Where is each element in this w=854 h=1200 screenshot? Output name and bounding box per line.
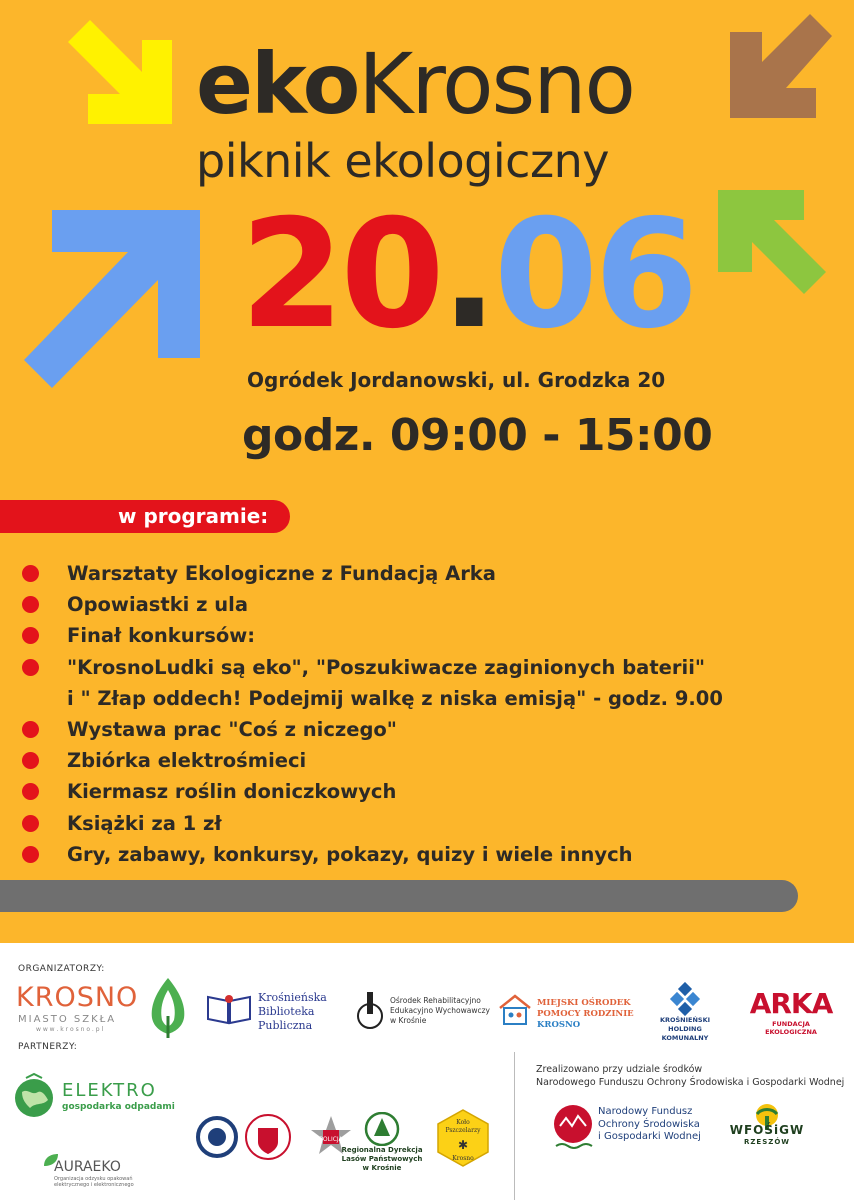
funded-line1: Zrealizowano przy udziale środków [536, 1064, 703, 1075]
program-item-text: Gry, zabawy, konkursy, pokazy, quizy i wiele innych [67, 842, 633, 866]
program-item-text: Finał konkursów: [67, 624, 256, 648]
title-krosno: Krosno [358, 35, 634, 133]
library-line2: Biblioteka [258, 1005, 315, 1018]
bottom-divider-bar [0, 880, 798, 912]
nfos-line3: i Gospodarki Wodnej [598, 1131, 701, 1142]
holding-logo-icon [668, 982, 702, 1016]
wfos-logo [724, 1124, 810, 1146]
event-place: Ogródek Jordanowski, ul. Grodzka 20 [247, 368, 666, 392]
program-item [22, 839, 723, 870]
program-item-text: Książki za 1 zł [67, 811, 222, 835]
program-item [22, 683, 723, 714]
krosno-url: w w w . k r o s n o . p l [36, 1026, 104, 1033]
nfos-name [598, 1106, 701, 1144]
rdlp-line3: w Krośnie [362, 1164, 402, 1172]
holding-line3: KOMUNALNY [661, 1034, 709, 1042]
arka-logo [748, 987, 834, 1036]
auraeko-name: AURAEKO [54, 1159, 121, 1175]
program-item [22, 589, 723, 620]
bullet-icon [22, 815, 39, 832]
program-item-text: Wystawa prac "Coś z niczego" [67, 718, 397, 742]
mopr-line3: KROSNO [537, 1020, 581, 1030]
elektro-tagline: gospodarka odpadami [62, 1102, 175, 1112]
bullet-icon [22, 721, 39, 738]
date-day: 20 [240, 188, 441, 362]
program-item-text: Warsztaty Ekologiczne z Fundacją Arka [67, 562, 496, 585]
bullet-icon [22, 846, 39, 863]
program-item-text: Zbiórka elektrośmieci [67, 749, 307, 773]
funded-note [536, 1063, 844, 1089]
auraeko-tagline2: elektrycznego i elektronicznego [54, 1182, 134, 1188]
mopr-line1: MIEJSKI OŚRODEK [537, 998, 631, 1008]
rdlp-line1: Regionalna Dyrekcja [341, 1146, 423, 1154]
program-label: w programie: [118, 504, 269, 528]
event-hours: godz. 09:00 - 15:00 [242, 410, 713, 461]
bullet-icon [22, 752, 39, 769]
arka-tagline: FUNDACJA EKOLOGICZNA [765, 1020, 817, 1036]
bullet-icon [22, 565, 39, 582]
forest-emblem-icon [362, 1112, 402, 1146]
beekeepers-line2: Krosno [452, 1155, 474, 1162]
nfos-line2: Ochrony Środowiska [598, 1118, 700, 1130]
krosno-logo [16, 984, 146, 1033]
library-name [258, 991, 327, 1033]
library-line1: Krośnieńska [258, 991, 327, 1004]
wfos-name: WFOŚiGW [729, 1123, 805, 1137]
rdlp-name [322, 1146, 442, 1173]
title-eko: eko [196, 35, 359, 133]
program-item [22, 652, 723, 683]
program-item [22, 620, 723, 651]
elektro-globe-icon [12, 1072, 56, 1122]
blue-arrow-icon [18, 206, 214, 412]
green-arrow-icon [710, 186, 840, 310]
rehab-line1: Ośrodek Rehabilitacyjno [390, 996, 481, 1005]
auraeko-logo [54, 1160, 134, 1188]
bullet-icon [22, 659, 39, 676]
program-item [22, 808, 723, 839]
organizers-label: ORGANIZATORZY: [18, 964, 105, 974]
program-item-text: Kiermasz roślin doniczkowych [67, 780, 397, 804]
program-item [22, 714, 723, 745]
program-item [22, 745, 723, 776]
tree-logo-icon [148, 976, 188, 1040]
footer-separator [514, 1052, 515, 1200]
auraeko-tagline1: Organizacja odzysku opakowań [54, 1176, 133, 1182]
date-dot: . [440, 188, 494, 362]
mopr-line2: POMOCY RODZINIE [537, 1009, 634, 1019]
nfos-line1: Narodowy Fundusz [598, 1106, 693, 1117]
yellow-arrow-icon [60, 14, 190, 132]
elektro-logo [62, 1082, 175, 1112]
library-line3: Publiczna [258, 1019, 313, 1032]
fire-brigade-emblem-icon [244, 1110, 292, 1164]
rehab-line2: Edukacyjno Wychowawczy [390, 1006, 490, 1015]
program-item-text: "KrosnoLudki są eko", "Poszukiwacze zaginionych baterii" [67, 655, 706, 679]
rehab-center-name [390, 996, 490, 1026]
program-item-text: i " Złap oddech! Podejmij walkę z niska emisją" - godz. 9.00 [67, 686, 723, 710]
rehab-center-logo-icon [355, 990, 385, 1030]
svg-text:POLICJA: POLICJA [319, 1136, 343, 1143]
program-item [22, 558, 723, 589]
holding-line1: KROŚNIEŃSKI [659, 1016, 711, 1024]
program-list [22, 558, 723, 870]
krosno-name: KROSNO [16, 982, 139, 1013]
krosno-tagline: MIASTO SZKŁA [18, 1014, 117, 1025]
program-item [22, 776, 723, 807]
bullet-icon [22, 783, 39, 800]
holding-name [652, 1016, 718, 1043]
bullet-icon [22, 627, 39, 644]
beekeepers-name [438, 1119, 488, 1163]
funded-line2: Narodowego Funduszu Ochrony Środowiska i Gospodarki Wodnej [536, 1077, 845, 1088]
bullet-icon [22, 596, 39, 613]
wfos-city: RZESZÓW [743, 1138, 791, 1146]
holding-line2: HOLDING [668, 1025, 702, 1033]
bee-icon: ✱ [457, 1138, 469, 1152]
date-month: 06 [493, 188, 695, 362]
beekeepers-line1: Koło Pszczelarzy [445, 1119, 481, 1134]
library-logo-icon [206, 993, 252, 1027]
mopr-name [537, 998, 634, 1031]
arka-name: ARKA [749, 987, 833, 1020]
event-title [196, 35, 634, 133]
nfos-logo-icon [552, 1102, 594, 1154]
event-date [240, 188, 695, 362]
partners-label: PARTNERZY: [18, 1042, 78, 1052]
rehab-line3: w Krośnie [390, 1016, 427, 1025]
event-subtitle: piknik ekologiczny [196, 134, 609, 188]
rescue-emblem-icon [196, 1116, 238, 1158]
elektro-name: ELEKTRO [62, 1080, 157, 1101]
brown-arrow-icon [720, 14, 844, 138]
program-item-text: Opowiastki z ula [67, 593, 249, 617]
rdlp-line2: Lasów Państwowych [341, 1155, 423, 1163]
mopr-logo-icon [498, 994, 532, 1026]
